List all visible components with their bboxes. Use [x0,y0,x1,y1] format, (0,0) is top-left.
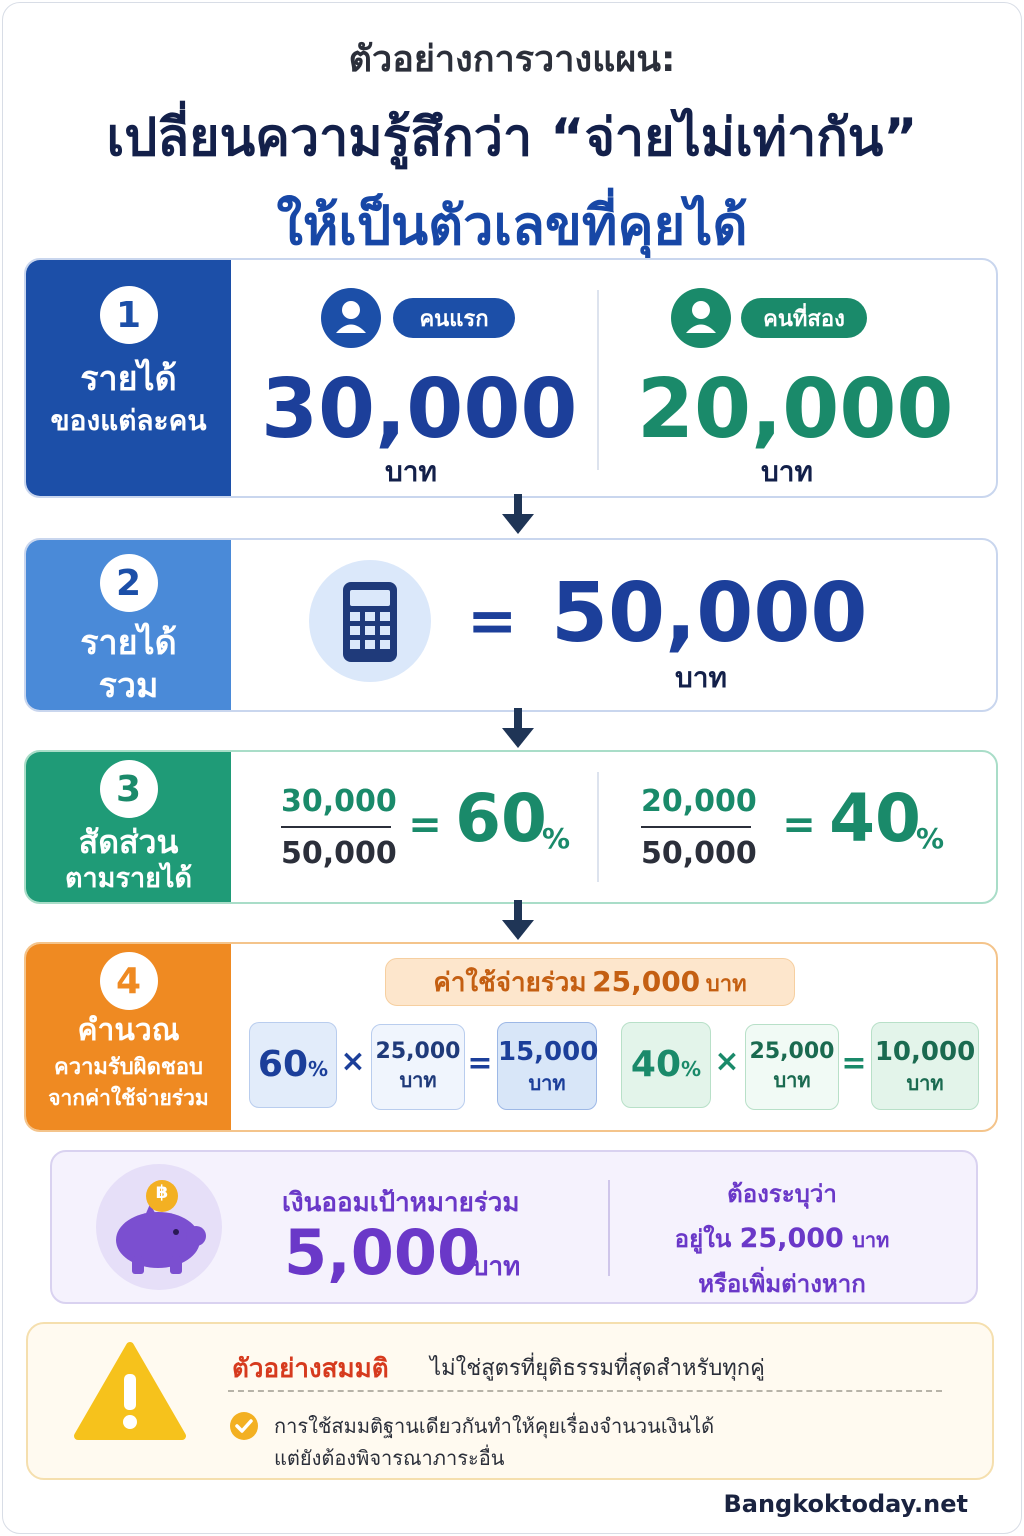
step-1-label-1: รายได้ [80,359,177,399]
step-3-label-2: ตามรายได้ [64,863,193,894]
ratio-2-denominator: 50,000 [641,836,757,871]
total-income-unit: บาท [675,661,727,694]
share-1-base: 25,000 [375,1039,461,1064]
ratio-2-fraction-bar [641,826,751,828]
step-4-label-2: ความรับผิดชอบ [54,1054,203,1080]
share-2-base-unit: บาท [773,1068,811,1092]
person-2-unit: บาท [761,455,813,488]
ratio-1-equals: = [408,802,442,848]
ratio-2-equals: = [782,802,816,848]
savings-note-line-1: ต้องระบุว่า [727,1180,837,1208]
step-4-content [231,944,996,1130]
step-2-equals: = [467,586,518,656]
ratio-1-denominator: 50,000 [281,836,397,871]
ratio-2-percent: 40 [829,780,921,857]
step-1-card [24,258,998,498]
title-block [0,30,1024,268]
shared-expense-amount: 25,000 [592,965,701,998]
share-1-result-box [497,1022,597,1110]
warning-card [26,1322,994,1480]
ratio-1-percent: 60 [455,780,547,857]
shared-expense-unit: บาท [705,972,747,997]
step-2-label-2: รวม [98,665,159,706]
warning-separator [228,1390,942,1392]
savings-amount: 5,000 [284,1216,481,1289]
step-2-card [24,538,998,712]
savings-note-line-2 [632,1219,932,1258]
savings-card [50,1150,978,1304]
share-2-percent-sign: % [681,1057,702,1081]
step-1-content [231,260,996,496]
person-1-amount: 30,000 [261,362,578,457]
ratio-2-percent-sign: % [915,822,945,855]
warning-bullet-line-1: การใช้สมมติฐานเดียวกันทำให้คุยเรื่องจำนวนเงินได้ [274,1414,715,1438]
step-3-sidebar [26,752,231,902]
title-line-1: ตัวอย่างการวางแผน: [348,39,676,80]
share-2-result-unit: บาท [906,1071,944,1095]
coin-symbol: ฿ [155,1182,169,1203]
savings-note-amount: 25,000 [739,1223,844,1254]
step-4-number: 4 [100,952,158,1010]
warning-heading: ตัวอย่างสมมติ [232,1354,389,1384]
step-4-label-1: คำนวณ [77,1013,180,1048]
warning-subheading: ไม่ใช่สูตรที่ยุติธรรมที่สุดสำหรับทุกคู่ [430,1356,765,1381]
savings-note-line-3: หรือเพิ่มต่างหาก [698,1270,866,1298]
arrow-down-icon [500,900,536,942]
step-3-card [24,750,998,904]
title-line-3: ให้เป็นตัวเลขที่คุยได้ [276,194,748,257]
ratio-2-numerator: 20,000 [641,784,757,819]
warning-bullet [274,1410,714,1474]
arrow-down-icon [500,494,536,536]
warning-icon [72,1340,188,1444]
share-2-result: 10,000 [874,1037,976,1067]
step-2-content [231,540,996,710]
share-1-percent-sign: % [308,1057,329,1081]
share-2-equals: = [841,1046,867,1081]
savings-label: เงินออมเป้าหมายร่วม [282,1188,520,1218]
share-1-percent-box [249,1022,337,1108]
title-line-2: เปลี่ยนความรู้สึกว่า “จ่ายไม่เท่ากัน” [106,108,918,168]
step-4-card [24,942,998,1132]
step-2-label-1: รายได้ [80,623,177,663]
savings-note [632,1174,932,1303]
step-1-sidebar [26,260,231,496]
ratio-1-numerator: 30,000 [281,784,397,819]
person-1-tag: คนแรก [393,298,515,338]
share-2-result-box [871,1022,979,1110]
share-1-times: × [340,1044,366,1079]
total-income-amount: 50,000 [551,566,868,661]
share-1-base-box [371,1024,465,1110]
person-2-amount: 20,000 [637,362,954,457]
warning-bullet-line-2: แต่ยังต้องพิจารณาภาระอื่น [274,1446,505,1470]
person-1-unit: บาท [385,455,437,488]
arrow-down-icon [500,708,536,750]
savings-divider [608,1180,610,1276]
step-4-label-3: จากค่าใช้จ่ายร่วม [48,1086,209,1110]
savings-unit: บาท [472,1252,521,1282]
share-1-base-unit: บาท [399,1068,437,1092]
person-divider [597,290,599,470]
share-2-percent: 40 [630,1044,682,1085]
step-2-sidebar [26,540,231,710]
share-1-equals: = [467,1046,493,1081]
share-1-percent: 60 [257,1044,309,1085]
ratio-1-percent-sign: % [541,822,571,855]
brand-footer[interactable]: Bangkoktoday.net [723,1490,968,1518]
step-1-number: 1 [100,286,158,344]
share-1-result: 15,000 [498,1037,599,1067]
savings-note-prefix: อยู่ใน [674,1225,732,1253]
share-2-percent-box [621,1022,711,1108]
step-3-number: 3 [100,760,158,818]
shared-expense-banner [385,958,795,1006]
step-3-content [231,752,996,902]
share-2-base: 25,000 [749,1039,835,1064]
step-3-label-1: สัดส่วน [78,823,179,861]
calculator-icon [309,560,431,682]
person-2-avatar-icon [671,288,731,348]
person-1-avatar-icon [321,288,381,348]
share-1-result-unit: บาท [528,1071,566,1095]
step-2-number: 2 [100,554,158,612]
ratio-divider [597,772,599,882]
step-4-sidebar [26,944,231,1130]
step-1-label-2: ของแต่ละคน [50,403,207,437]
ratio-1-fraction-bar [281,826,391,828]
shared-expense-label: ค่าใช้จ่ายร่วม [433,968,587,998]
person-2-tag: คนที่สอง [741,298,867,338]
share-2-base-box [745,1024,839,1110]
share-2-times: × [714,1044,740,1079]
savings-note-unit: บาท [852,1228,890,1252]
piggy-bank-icon [96,1164,222,1290]
check-circle-icon [228,1410,260,1442]
